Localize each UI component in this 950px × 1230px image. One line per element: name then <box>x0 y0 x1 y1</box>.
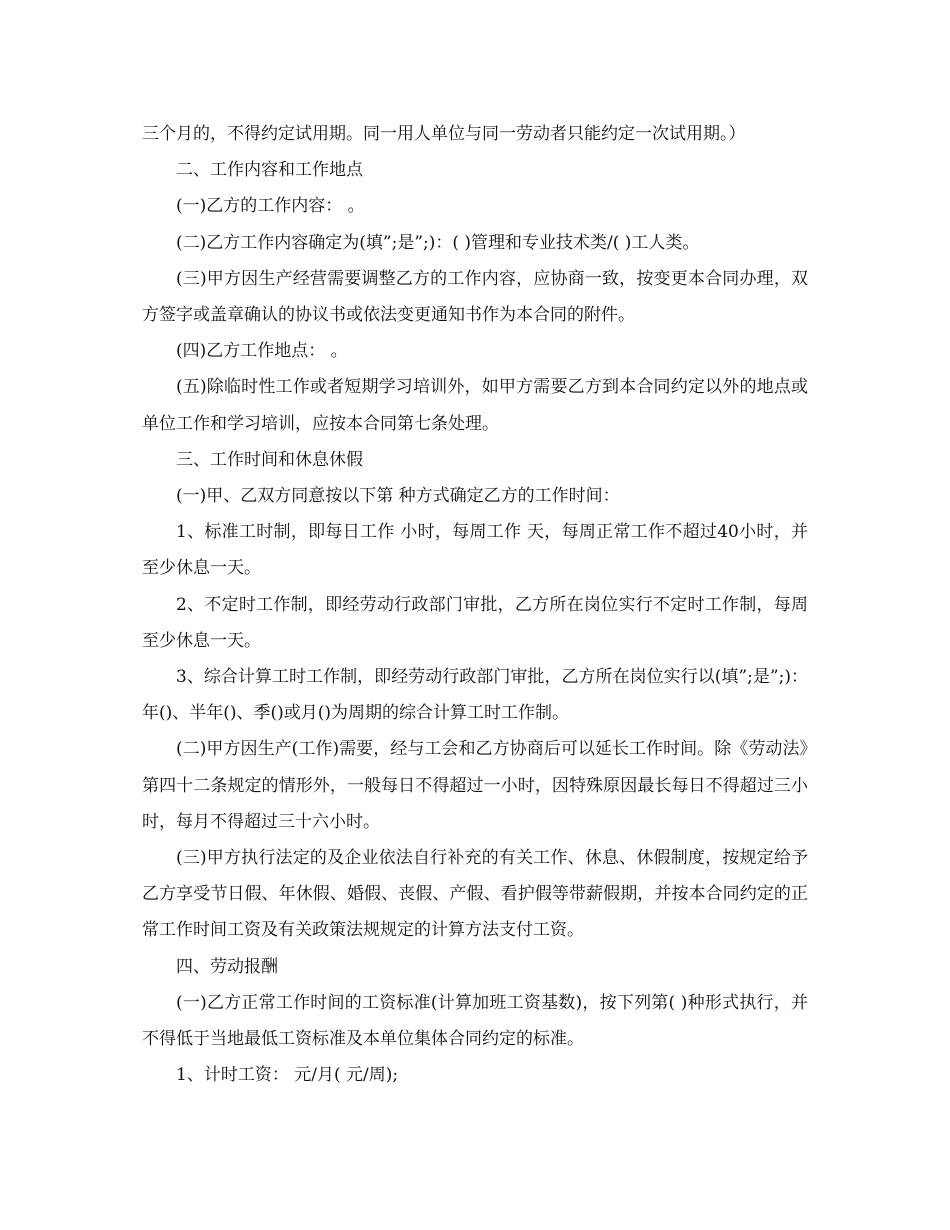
paragraph: (四)乙方工作地点： 。 <box>176 341 348 362</box>
paragraph: (二)甲方因生产(工作)需要，经与工会和乙方协商后可以延长工作时间。除《劳动法》第四十二条规定的情形外，一般每日不得超过一小时，因特殊原因最长每日不得超过三小时，每月不得超过三十六小时。 <box>142 739 808 832</box>
paragraph: (一)甲、乙双方同意按以下第 种方式确定乙方的工作时间： <box>176 486 620 507</box>
paragraph: (五)除临时性工作或者短期学习培训外，如甲方需要乙方到本合同约定以外的地点或单位工作和学习培训，应按本合同第七条处理。 <box>142 377 808 434</box>
paragraph: 二、工作内容和工作地点 <box>176 160 363 181</box>
paragraph: 2、不定时工作制，即经劳动行政部门审批，乙方所在岗位实行不定时工作制，每周至少休息一天。 <box>142 594 808 651</box>
paragraph: 三、工作时间和休息休假 <box>176 449 363 470</box>
paragraph: 四、劳动报酬 <box>176 956 278 977</box>
paragraph: (三)甲方执行法定的及企业依法自行补充的有关工作、休息、休假制度，按规定给予乙方享受节日假、年休假、婚假、丧假、产假、看护假等带薪假期，并按本合同约定的正常工作时间工资及有关政策法规规定的计算方法支付工资。 <box>142 848 808 941</box>
paragraph: 三个月的，不得约定试用期。同一用人单位与同一劳动者只能约定一次试用期。） <box>142 124 746 144</box>
paragraph: (一)乙方的工作内容： 。 <box>176 196 365 217</box>
document-body <box>142 116 808 1093</box>
paragraph: 1、标准工时制，即每日工作 小时，每周工作 天，每周正常工作不超过40小时，并至少休息一天。 <box>142 522 808 579</box>
paragraph: (三)甲方因生产经营需要调整乙方的工作内容，应协商一致，按变更本合同办理，双方签字或盖章确认的协议书或依法变更通知书作为本合同的附件。 <box>142 268 808 326</box>
paragraph: 1、计时工资： 元/月( 元/周); <box>176 1065 399 1086</box>
paragraph: (一)乙方正常工作时间的工资标准(计算加班工资基数)，按下列第( )种形式执行，并不得低于当地最低工资标准及本单位集体合同约定的标准。 <box>142 992 808 1050</box>
paragraph: 3、综合计算工时工作制，即经劳动行政部门审批，乙方所在岗位实行以(填”;是”;)：年()、半年()、季()或月()为周期的综合计算工时工作制。 <box>142 667 808 724</box>
paragraph: (二)乙方工作内容确定为(填”;是”;)：( )管理和专业技术类/( )工人类。 <box>176 232 700 253</box>
